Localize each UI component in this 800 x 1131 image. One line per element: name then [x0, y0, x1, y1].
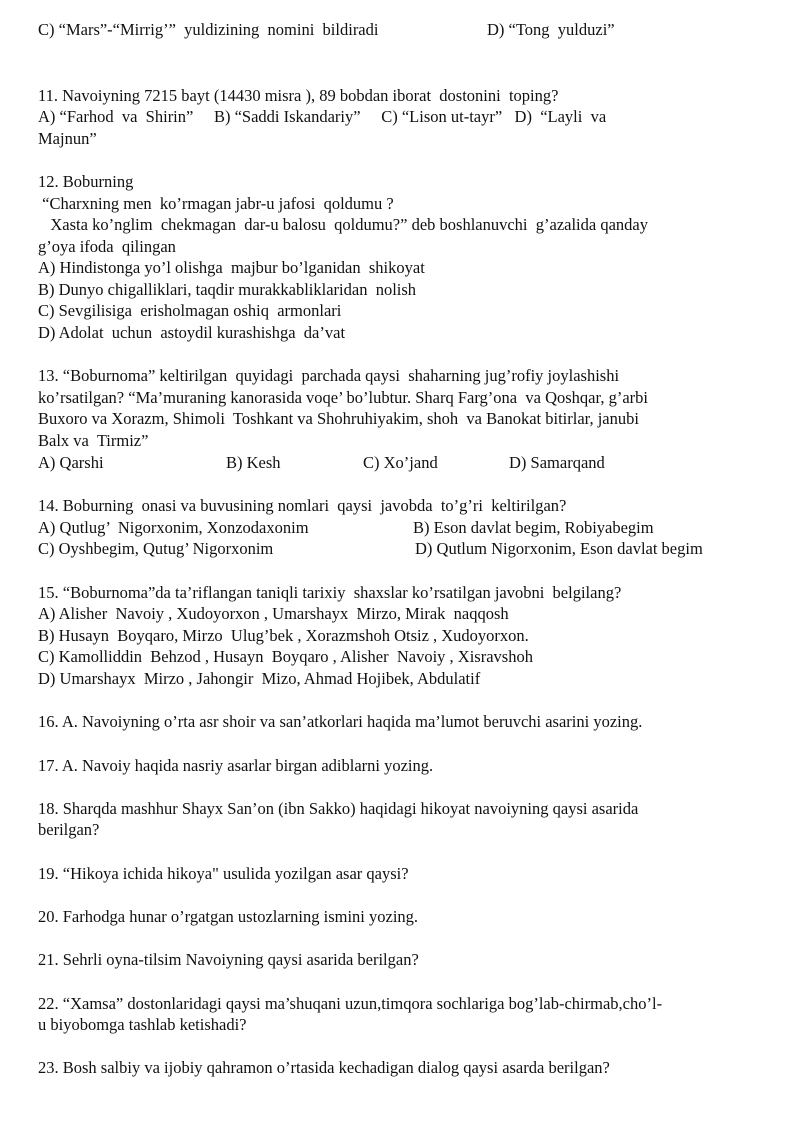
q12-quote-line2: Xasta ko’nglim chekmagan dar-u balosu qoldumu?” deb boshlanuvchi g’azalida qanday — [38, 215, 648, 234]
q13-option-c: C) Xo’jand — [363, 453, 438, 472]
q20-question: 20. Farhodga hunar o’rgatgan ustozlarning ismini yozing. — [38, 907, 419, 926]
q15-option-c: C) Kamolliddin Behzod , Husayn Boyqaro , Alisher Navoiy , Xisravshoh — [38, 647, 533, 666]
q15-question: 15. “Boburnoma”da ta’riflangan taniqli tarixiy shaxslar ko’rsatilgan javobni belgilang? — [38, 583, 622, 602]
q13-line1: 13. “Boburnoma” keltirilgan quyidagi parchada qaysi shaharning jug’rofiy joylashishi — [38, 366, 620, 385]
q12-quote-line3: g’oya ifoda qilingan — [38, 237, 176, 256]
q11-options-line2: Majnun” — [38, 129, 97, 148]
q22-line2: u biyobomga tashlab ketishadi? — [38, 1015, 247, 1034]
q13-option-b: B) Kesh — [226, 453, 281, 472]
q14-question: 14. Boburning onasi va buvusining nomlari qaysi javobda to’g’ri keltirilgan? — [38, 496, 567, 515]
q12-quote-line1: “Charxning men ko’rmagan jabr-u jafosi qoldumu ? — [38, 194, 394, 213]
q14-option-a: A) Qutlug’ Nigorxonim, Xonzodaxonim — [38, 518, 309, 537]
q15-option-d: D) Umarshayx Mirzo , Jahongir Mizo, Ahmad Hojibek, Abdulatif — [38, 669, 481, 688]
q13-line4: Balx va Tirmiz” — [38, 431, 149, 450]
q15-option-b: B) Husayn Boyqaro, Mirzo Ulug’bek , Xorazmshoh Otsiz , Xudoyorxon. — [38, 626, 529, 645]
q14-option-c: C) Oyshbegim, Qutug’ Nigorxonim — [38, 539, 274, 558]
q13-line2: ko’rsatilgan? “Ma’muraning kanorasida voqe’ bo’lubtur. Sharq Farg’ona va Qoshqar, g’arbi — [38, 388, 648, 407]
q13-line3: Buxoro va Xorazm, Shimoli Toshkant va Shohruhiyakim, shoh va Banokat bitirlar, janubi — [38, 409, 639, 428]
q14-option-b: B) Eson davlat begim, Robiyabegim — [413, 518, 654, 537]
q12-option-c: C) Sevgilisiga erisholmagan oshiq armonlari — [38, 301, 342, 320]
q22-line1: 22. “Xamsa” dostonlaridagi qaysi ma’shuqani uzun,timqora sochlariga bog’lab-chirmab,cho’l- — [38, 994, 663, 1013]
q23-question: 23. Bosh salbiy va ijobiy qahramon o’rtasida kechadigan dialog qaysi asarda berilgan? — [38, 1058, 610, 1077]
q13-option-a: A) Qarshi — [38, 453, 104, 472]
q15-option-a: A) Alisher Navoiy , Xudoyorxon , Umarshayx Mirzo, Mirak naqqosh — [38, 604, 509, 623]
q12-option-b: B) Dunyo chigalliklari, taqdir murakkabliklaridan nolish — [38, 280, 417, 299]
q12-option-d: D) Adolat uchun astoydil kurashishga da’vat — [38, 323, 346, 342]
q12-question: 12. Boburning — [38, 172, 134, 191]
q14-option-d: D) Qutlum Nigorxonim, Eson davlat begim — [415, 539, 703, 558]
q17-question: 17. A. Navoiy haqida nasriy asarlar birgan adiblarni yozing. — [38, 756, 434, 775]
q11-question: 11. Navoiyning 7215 bayt (14430 misra ), 89 bobdan iborat dostonini toping? — [38, 86, 559, 105]
q21-question: 21. Sehrli oyna-tilsim Navoiyning qaysi asarida berilgan? — [38, 950, 419, 969]
q10-option-d: D) “Tong yulduzi” — [487, 20, 615, 39]
q10-option-c: C) “Mars”-“Mirrig’” yuldizining nomini bildiradi — [38, 20, 379, 39]
q13-option-d: D) Samarqand — [509, 453, 605, 472]
q18-line1: 18. Sharqda mashhur Shayx San’on (ibn Sakko) haqidagi hikoyat navoiyning qaysi asarida — [38, 799, 639, 818]
q18-line2: berilgan? — [38, 820, 100, 839]
q16-question: 16. A. Navoiyning o’rta asr shoir va san’atkorlari haqida ma’lumot beruvchi asarini yozing. — [38, 712, 643, 731]
q12-option-a: A) Hindistonga yo’l olishga majbur bo’lganidan shikoyat — [38, 258, 425, 277]
q19-question: 19. “Hikoya ichida hikoya" usulida yozilgan asar qaysi? — [38, 864, 409, 883]
q11-options-line1: A) “Farhod va Shirin” B) “Saddi Iskandariy” C) “Lison ut-tayr” D) “Layli va — [38, 107, 607, 126]
